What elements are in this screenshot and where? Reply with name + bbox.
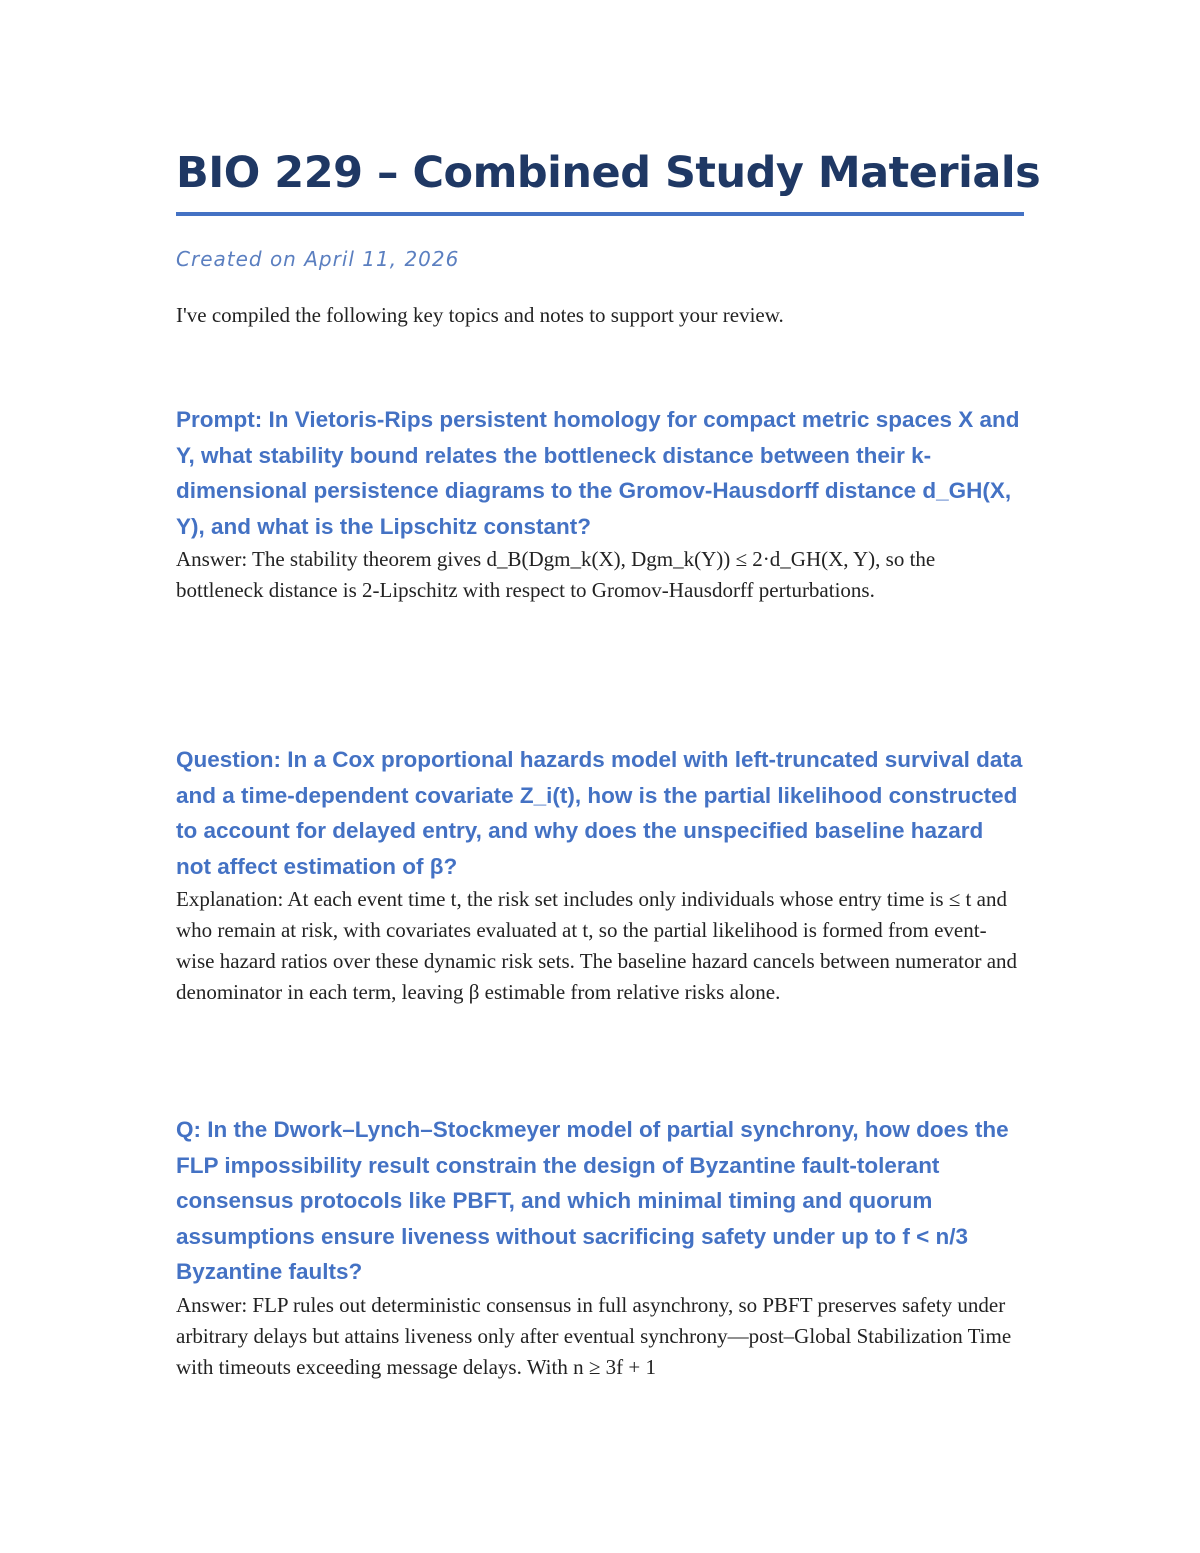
answer-text: Explanation: At each event time t, the risk set includes only individuals whose entry time is ≤ t and who remain at risk, with covariates evaluated at t, so the partial likelihood is formed from event-wise hazard ratios over these dynamic risk sets. The baseline hazard cancels between numerator and denominator in each term, leaving β estimable from relative risks alone. bbox=[176, 887, 1018, 1005]
document-title: BIO 229 – Combined Study Materials bbox=[176, 140, 1024, 216]
question-heading: Prompt: In Vietoris-Rips persistent homology for compact metric spaces X and Y, what stability bound relates the bottleneck distance between their k-dimensional persistence diagrams to the Gromov-Hausdorff distance d_GH(X, Y), and what is the Lipschitz constant? bbox=[176, 407, 1020, 539]
document-body bbox=[176, 140, 1041, 1383]
answer-text: Answer: FLP rules out deterministic consensus in full asynchrony, so PBFT preserves safety under arbitrary delays but attains liveness only after eventual synchrony—post–Global Stabilization Time with timeouts exceeding message delays. With n ≥ 3f + 1 bbox=[176, 1292, 1012, 1379]
qa-item bbox=[176, 1112, 1024, 1383]
answer-text: Answer: The stability theorem gives d_B(Dgm_k(X), Dgm_k(Y)) ≤ 2·d_GH(X, Y), so the bottleneck distance is 2-Lipschitz with respect to Gromov-Hausdorff perturbations. bbox=[176, 547, 936, 603]
qa-item bbox=[176, 742, 1024, 1008]
question-heading: Q: In the Dwork–Lynch–Stockmeyer model of partial synchrony, how does the FLP impossibility result constrain the design of Byzantine fault-tolerant consensus protocols like PBFT, and which minimal timing and quorum assumptions ensure liveness without sacrificing safety under up to f < n/3 Byzantine faults? bbox=[176, 1117, 1009, 1285]
created-date: Created on April 11, 2026 bbox=[176, 246, 460, 271]
qa-item bbox=[176, 402, 1024, 606]
intro-paragraph: I've compiled the following key topics and notes to support your review. bbox=[176, 302, 784, 327]
question-heading: Question: In a Cox proportional hazards model with left-truncated survival data and a time-dependent covariate Z_i(t), how is the partial likelihood constructed to account for delayed entry, and why does the unspecified baseline hazard not affect estimation of β? bbox=[176, 747, 1023, 879]
